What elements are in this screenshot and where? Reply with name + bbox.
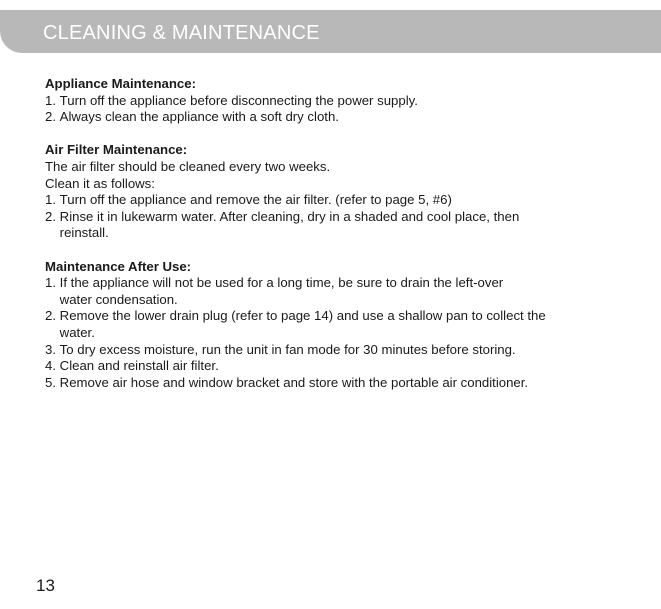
list-item-text: Clean and reinstall air filter. <box>59 358 219 374</box>
list-item <box>45 209 635 242</box>
list-item-number: 2. <box>45 308 60 324</box>
list-item-text: Remove the lower drain plug (refer to page 14) and use a shallow pan to collect the water. <box>59 308 546 340</box>
list-item <box>45 275 635 308</box>
list-item-text: Remove air hose and window bracket and store with the portable air conditioner. <box>59 374 529 390</box>
list-item-number: 2. <box>45 208 60 224</box>
maintenance-after-use-section <box>45 259 635 392</box>
list-item <box>45 375 635 392</box>
list-item <box>45 192 635 209</box>
list-item-number: 2. <box>45 109 60 125</box>
list-item-text: To dry excess moisture, run the unit in fan mode for 30 minutes before storing. <box>59 341 516 357</box>
list-item <box>45 308 635 341</box>
air-filter-maintenance-list <box>45 192 635 242</box>
list-item-number: 3. <box>45 341 60 357</box>
maintenance-after-use-heading: Maintenance After Use: <box>45 258 192 274</box>
maintenance-after-use-list <box>45 275 635 391</box>
list-item-number: 5. <box>45 374 60 390</box>
appliance-maintenance-section <box>45 76 635 126</box>
list-item-text: Rinse it in lukewarm water. After cleaning, dry in a shaded and cool place, then reinstall. <box>59 208 520 241</box>
list-item <box>45 93 635 110</box>
list-item <box>45 358 635 375</box>
list-item-number: 1. <box>45 92 60 108</box>
list-item <box>45 342 635 359</box>
appliance-maintenance-heading: Appliance Maintenance: <box>45 76 196 91</box>
air-filter-intro-steps: Clean it as follows: <box>45 175 155 191</box>
list-item-number: 4. <box>45 358 60 374</box>
list-item-number: 1. <box>45 275 60 291</box>
list-item-text: Turn off the appliance and remove the air filter. (refer to page 5, #6) <box>59 192 452 208</box>
air-filter-maintenance-heading: Air Filter Maintenance: <box>45 142 188 158</box>
list-item-text: If the appliance will not be used for a long time, be sure to drain the left-over water condensation. <box>59 275 504 307</box>
page-number: 13 <box>36 576 55 595</box>
air-filter-maintenance-section <box>45 142 635 242</box>
air-filter-intro-frequency: The air filter should be cleaned every two weeks. <box>45 158 331 174</box>
appliance-maintenance-list <box>45 93 635 126</box>
list-item-text: Turn off the appliance before disconnecting the power supply. <box>59 92 418 108</box>
content-body <box>45 76 635 408</box>
list-item-number: 1. <box>45 192 60 208</box>
page-title: CLEANING & MAINTENANCE <box>43 22 320 44</box>
list-item-text: Always clean the appliance with a soft dry cloth. <box>59 109 339 125</box>
list-item <box>45 109 635 126</box>
